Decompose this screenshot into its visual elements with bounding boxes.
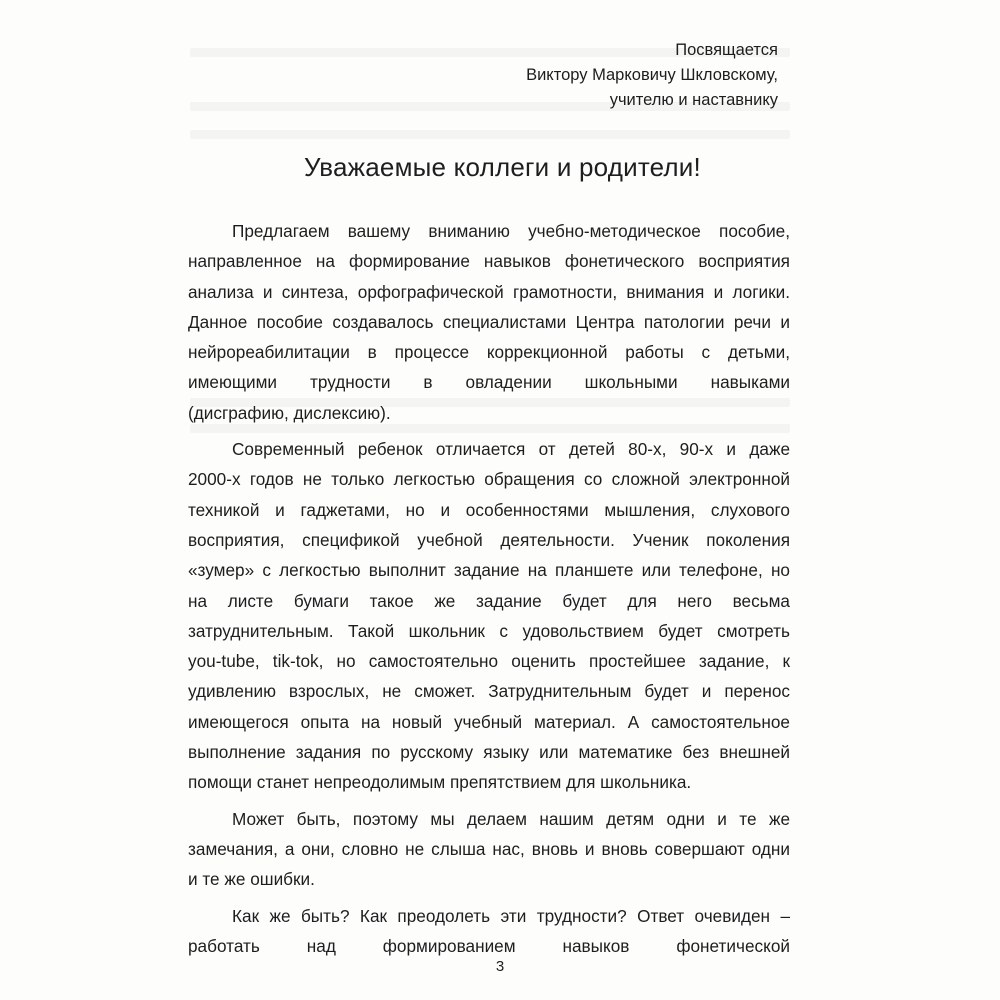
text-line: затруднительным. Такой школьник с удовольствием будет смотреть — [188, 620, 790, 641]
paragraph-intro — [188, 216, 790, 428]
text-line: you-tube, tik-tok, но самостоятельно оценить простейшее задание, к — [188, 651, 790, 672]
dedication-line: Виктору Марковичу Шкловскому, — [526, 66, 778, 84]
text-line: 2000-х годов не только легкостью обращения со сложной электронной — [188, 469, 790, 490]
text-line: работать над формированием навыков фонетической — [188, 935, 790, 956]
paragraph-answer — [188, 901, 790, 962]
text-line: восприятия, спецификой учебной деятельности. Ученик поколения — [188, 529, 790, 550]
dedication-line: учителю и наставнику — [609, 91, 778, 109]
dedication-line: Посвящается — [675, 41, 778, 59]
text-line: Как же быть? Как преодолеть эти трудности? Ответ очевиден – — [232, 905, 790, 926]
text-line: Может быть, поэтому мы делаем нашим детям одни и те же — [232, 808, 790, 829]
page-title: Уважаемые коллеги и родители! — [304, 152, 701, 182]
page-number: 3 — [495, 958, 505, 975]
text-line: Современный ребенок отличается от детей 80-х, 90-х и даже — [232, 439, 790, 460]
text-line: нейрореабилитации в процессе коррекционной работы с детьми, — [188, 342, 790, 363]
text-line: имеющими трудности в овладении школьными навыками — [188, 372, 790, 393]
text-line: удивлению взрослых, не сможет. Затруднительным будет и перенос — [188, 681, 790, 702]
body-text — [188, 216, 790, 967]
dedication — [526, 38, 778, 113]
text-line: (дисграфию, дислексию). — [188, 402, 391, 423]
text-line: «зумер» с легкостью выполнит задание на планшете или телефоне, но — [188, 560, 790, 581]
paragraph-remarks — [188, 804, 790, 895]
text-line: направленное на формирование навыков фонетического восприятия — [188, 251, 790, 272]
text-line: выполнение задания по русскому языку или математике без внешней — [188, 742, 790, 763]
text-line: Предлагаем вашему вниманию учебно-методическое пособие, — [232, 221, 790, 241]
text-line: замечания, а они, словно не слыша нас, вновь и вновь совершают одни — [188, 838, 790, 859]
paragraph-modern-child — [188, 434, 790, 798]
text-line: техникой и гаджетами, но и особенностями мышления, слухового — [188, 499, 790, 520]
text-line: имеющегося опыта на новый учебный материал. А самостоятельное — [188, 711, 790, 732]
text-line: Данное пособие создавалось специалистами Центра патологии речи и — [188, 311, 790, 332]
text-line: на листе бумаги такое же задание будет для него весьма — [188, 590, 790, 611]
text-line: помощи станет непреодолимым препятствием для школьника. — [188, 772, 692, 793]
text-line: и те же ошибки. — [188, 869, 315, 890]
bleed-through-mark — [190, 130, 790, 139]
text-line: анализа и синтеза, орфографической грамотности, внимания и логики. — [188, 281, 790, 302]
